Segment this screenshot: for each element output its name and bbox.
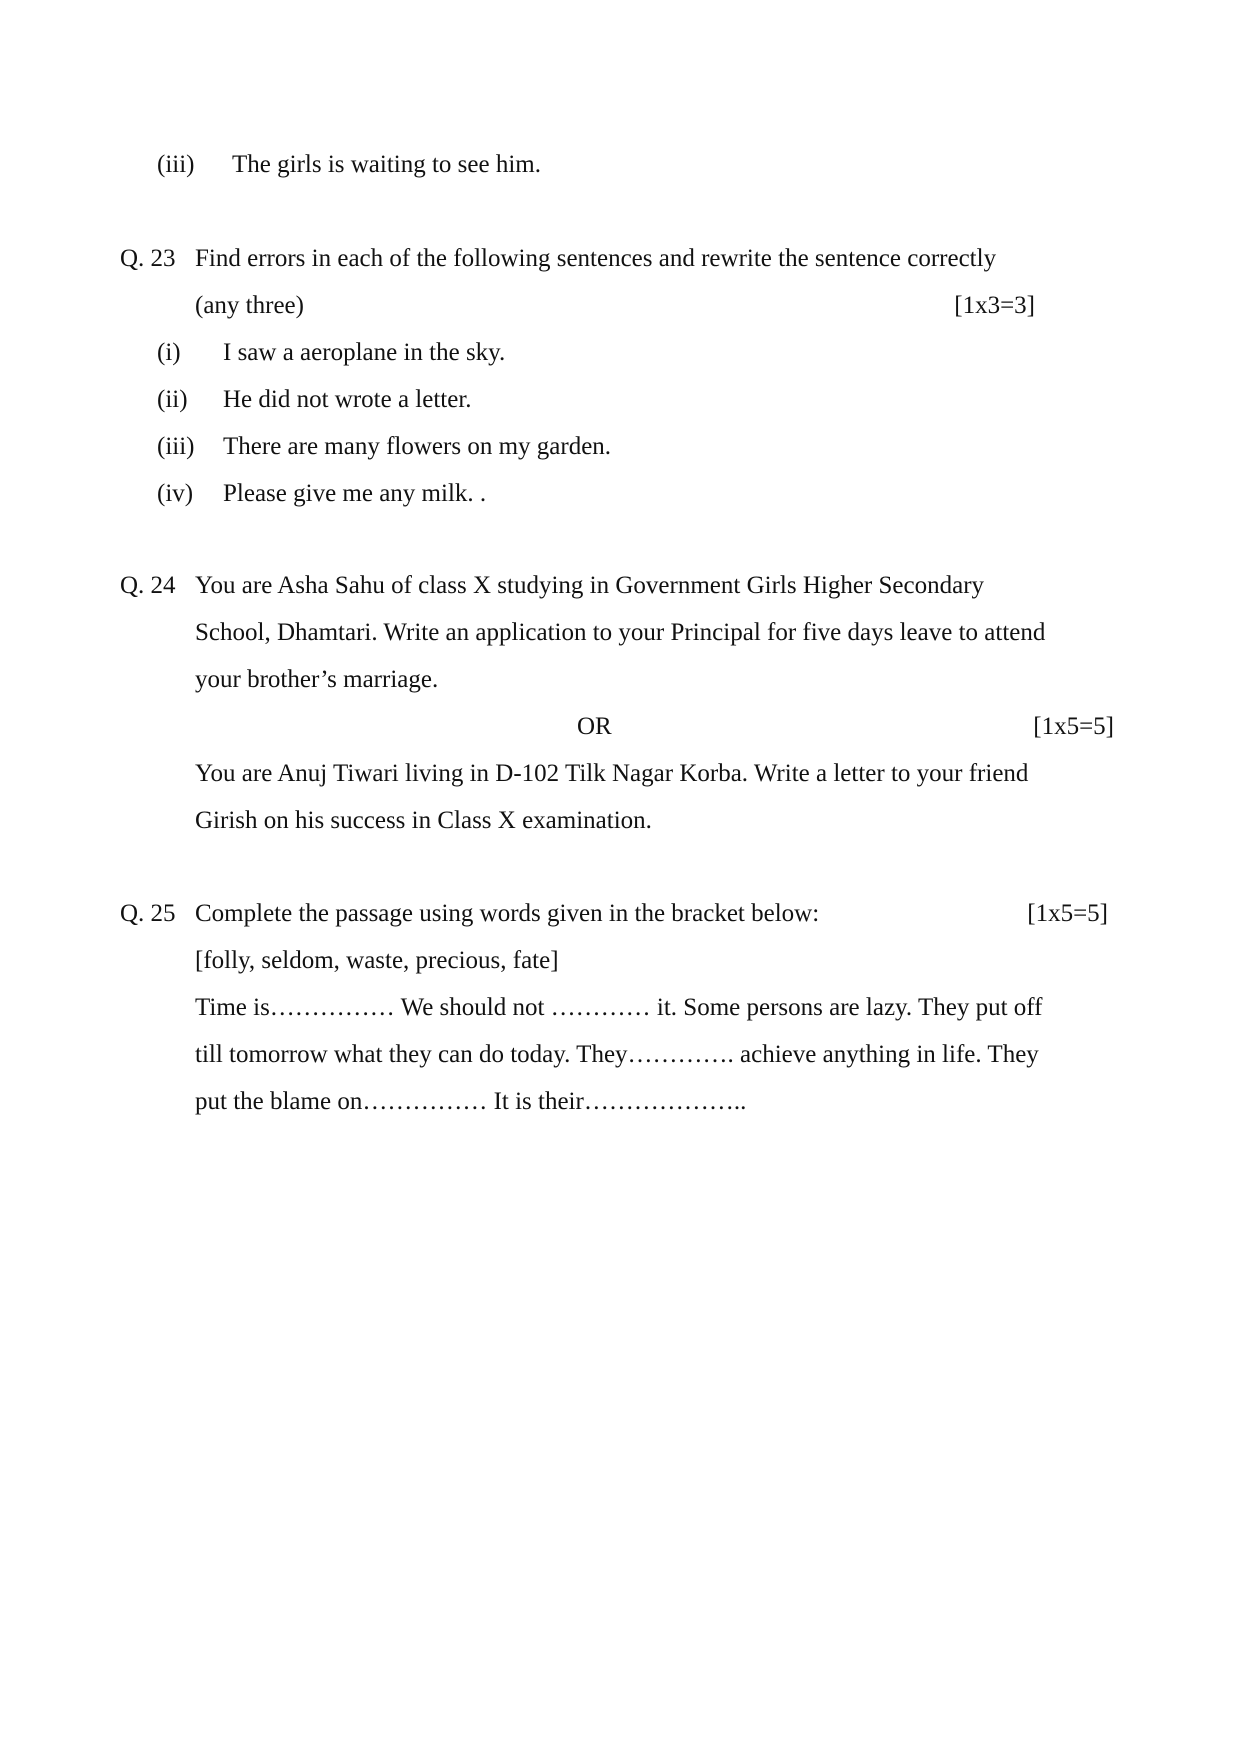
q23-item-2-text: He did not wrote a letter.	[223, 386, 472, 413]
q24-line2: School, Dhamtari. Write an application to your Principal for five days leave to attend	[195, 619, 1046, 646]
q23-item-1-number: (i)	[157, 339, 181, 366]
q23-item-2-number: (ii)	[157, 386, 188, 413]
q25-passage-line2: till tomorrow what they can do today. They…………. achieve anything in life. They	[195, 1041, 1039, 1068]
q23-item-4-text: Please give me any milk. .	[223, 480, 487, 507]
q25-word-bank: [folly, seldom, waste, precious, fate]	[195, 947, 559, 974]
q22-item-3-text: The girls is waiting to see him.	[232, 151, 541, 178]
q23-label: Q. 23	[120, 245, 176, 272]
q23-item-4-number: (iv)	[157, 480, 194, 507]
q24-alt-line2: Girish on his success in Class X examination.	[195, 807, 652, 834]
q24-label: Q. 24	[120, 572, 176, 599]
q25-label: Q. 25	[120, 900, 176, 927]
q23-item-3-text: There are many flowers on my garden.	[223, 433, 612, 460]
q25-prompt: Complete the passage using words given in the bracket below:	[195, 900, 820, 927]
q24-line3: your brother’s marriage.	[195, 666, 439, 693]
q25-passage-line3: put the blame on…………… It is their………………..	[195, 1088, 747, 1115]
q22-item-3-number: (iii)	[157, 151, 195, 178]
q23-item-3-number: (iii)	[157, 433, 195, 460]
q23-item-1-text: I saw a aeroplane in the sky.	[223, 339, 506, 366]
q23-prompt-line1: Find errors in each of the following sentences and rewrite the sentence correctly	[195, 245, 997, 272]
q24-or-label: OR	[577, 713, 612, 740]
q25-marks: [1x5=5]	[1027, 900, 1108, 927]
q24-marks: [1x5=5]	[1033, 713, 1114, 740]
q24-line1: You are Asha Sahu of class X studying in Government Girls Higher Secondary	[195, 572, 985, 599]
q24-alt-line1: You are Anuj Tiwari living in D-102 Tilk Nagar Korba. Write a letter to your friend	[195, 760, 1029, 787]
q23-prompt-line2: (any three)	[195, 292, 304, 319]
q23-marks: [1x3=3]	[954, 292, 1035, 319]
q25-passage-line1: Time is…………… We should not ………… it. Some persons are lazy. They put off	[195, 994, 1043, 1021]
